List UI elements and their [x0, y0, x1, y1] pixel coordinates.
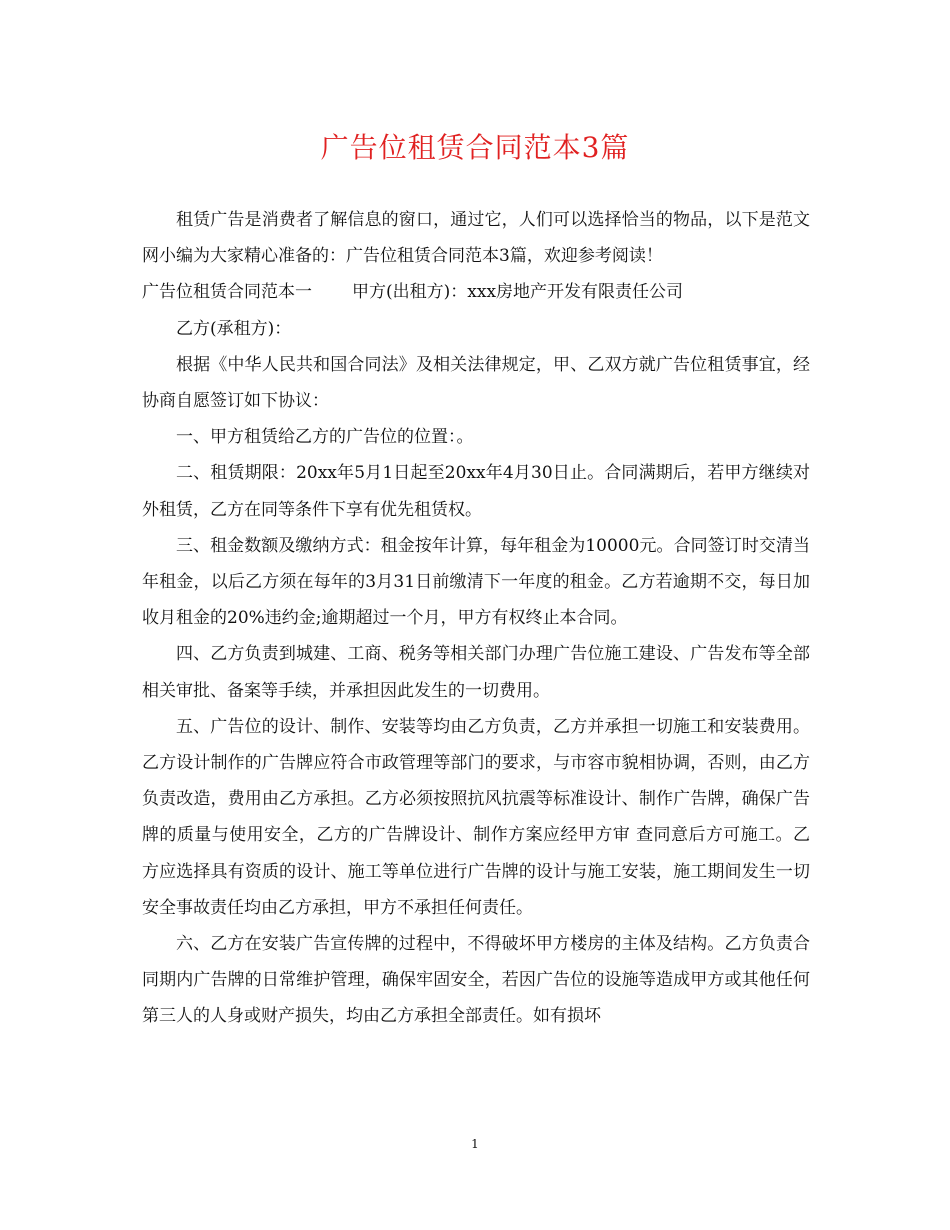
clause-2: 二、租赁期限：20xx年5月1日起至20xx年4月30日止。合同满期后，若甲方继续对外租赁，乙方在同等条件下享有优先租赁权。: [142, 463, 810, 520]
paragraph-legal-basis: 根据《中华人民共和国合同法》及相关法律规定，甲、乙双方就广告位租赁事宜，经协商自愿签订如下协议：: [142, 354, 810, 412]
section-heading: 广告位租赁合同范本一: [142, 282, 312, 303]
clause-4: 四、乙方负责到城建、工商、税务等相关部门办理广告位施工建设、广告发布等全部相关审批、备案等手续，并承担因此发生的一切费用。: [142, 644, 810, 701]
clause-1: 一、甲方租赁给乙方的广告位的位置：。: [176, 427, 474, 448]
clause-3: 三、租金数额及缴纳方式：租金按年计算，每年租金为10000元。合同签订时交清当年租金，以后乙方须在每年的3月31日前缴清下一年度的租金。乙方若逾期不交，每日加收月租金的20%违约金;逾期超过一个月，甲方有权终止本合同。: [142, 535, 810, 629]
document-body: [142, 202, 810, 1035]
page-number: 1: [471, 1137, 479, 1151]
document-title: 广告位租赁合同范本3篇: [320, 131, 630, 164]
intro-paragraph: 租赁广告是消费者了解信息的窗口，通过它，人们可以选择恰当的物品，以下是范文网小编为大家精心准备的：广告位租赁合同范本3篇，欢迎参考阅读！: [142, 210, 810, 267]
section-heading-line: [142, 274, 810, 310]
clause-5: 五、广告位的设计、制作、安装等均由乙方负责，乙方并承担一切施工和安装费用。乙方设计制作的广告牌应符合市政管理等部门的要求，与市容市貌相协调，否则，由乙方负责改造，费用由乙方承担。乙方必须按照抗风抗震等标准设计、制作广告牌，确保广告牌的质量与使用安全，乙方的广告牌设计、制作方案应经甲方审 查同意后方可施工。乙方应选择具有资质的设计、施工等单位进行广告牌的设计与施工安装，施工期间发生一切安全事故责任均由乙方承担，甲方不承担任何责任。: [142, 716, 810, 918]
party-b: 乙方(承租方)：: [176, 318, 292, 339]
party-a: 甲方(出租方)：xxx房地产开发有限责任公司: [352, 282, 684, 303]
clause-6: 六、乙方在安装广告宣传牌的过程中，不得破坏甲方楼房的主体及结构。乙方负责合同期内广告牌的日常维护管理，确保牢固安全，若因广告位的设施等造成甲方或其他任何第三人的人身或财产损失，均由乙方承担全部责任。如有损坏: [142, 934, 810, 1027]
